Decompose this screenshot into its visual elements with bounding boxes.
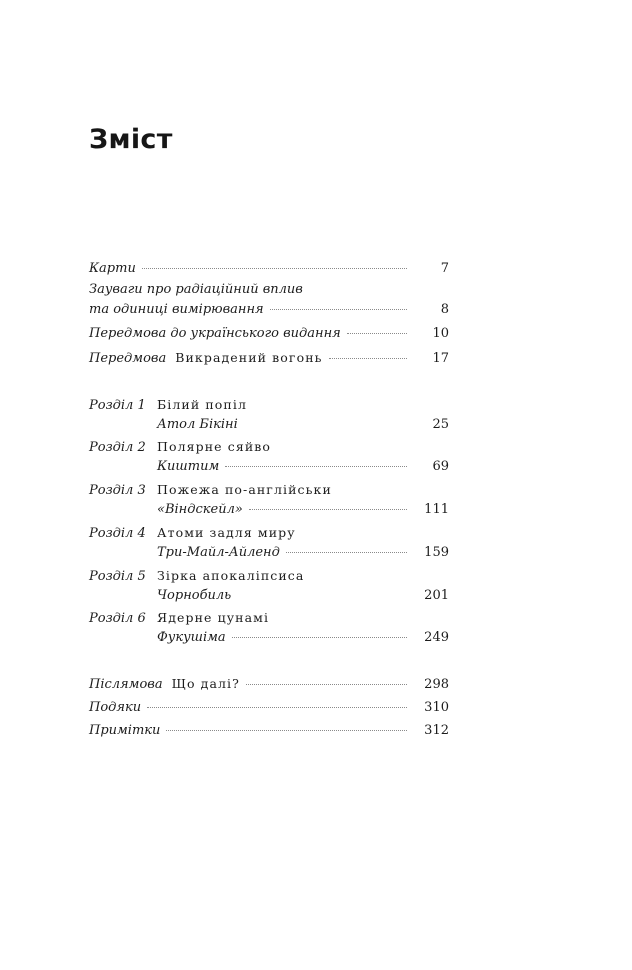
leader-dots xyxy=(166,729,407,731)
toc-chapter-5-place[interactable] xyxy=(89,586,449,606)
chapter-title: Пожежа по-англійськи xyxy=(157,482,332,497)
toc-entry-label-group xyxy=(89,674,240,695)
toc-entry-label: Передмова до українського видання xyxy=(89,326,341,341)
toc-entry-radiation-notes-line1[interactable] xyxy=(89,280,449,300)
toc-entry-label: Подяки xyxy=(89,700,142,715)
chapter-title: Ядерне цунамі xyxy=(157,610,270,625)
toc-entry-afterword[interactable] xyxy=(89,674,449,694)
toc-chapter-3-place[interactable] xyxy=(89,500,449,520)
toc-chapter-1-title[interactable] xyxy=(89,395,449,415)
toc-page-number: 310 xyxy=(424,700,449,715)
toc-chapter-2-title[interactable] xyxy=(89,437,449,457)
chapter-place: Три-Майл-Айленд xyxy=(157,545,280,560)
toc-page-number: 25 xyxy=(432,417,449,432)
toc-entry-subtitle: Що далі? xyxy=(171,676,240,691)
leader-dots xyxy=(347,332,407,334)
page-title: Зміст xyxy=(89,124,173,155)
toc-chapter-3-title[interactable] xyxy=(89,480,449,500)
toc-page-number: 312 xyxy=(424,723,449,738)
chapter-place: Атол Бікіні xyxy=(157,417,238,432)
toc-entry-label: Передмова xyxy=(89,351,167,366)
chapter-title: Атоми задля миру xyxy=(157,525,296,540)
toc-chapter-5-title[interactable] xyxy=(89,566,449,586)
leader-dots xyxy=(286,551,407,553)
toc-chapter-6-place[interactable] xyxy=(89,628,449,648)
toc-chapter-4-title[interactable] xyxy=(89,523,449,543)
toc-entry-notes[interactable] xyxy=(89,721,449,741)
chapter-label: Розділ 4 xyxy=(89,526,146,541)
leader-dots xyxy=(329,357,407,359)
toc-page-number: 111 xyxy=(424,502,449,517)
chapter-place: Фукушіма xyxy=(157,630,226,645)
toc-entry-radiation-notes-line2[interactable] xyxy=(89,300,449,320)
leader-dots xyxy=(232,636,407,638)
chapter-label: Розділ 1 xyxy=(89,398,146,413)
toc-page-number: 10 xyxy=(432,326,449,341)
toc-chapter-2-place[interactable] xyxy=(89,457,449,477)
toc-page-number: 159 xyxy=(424,545,449,560)
toc-entry-acknowledgements[interactable] xyxy=(89,698,449,718)
chapter-label: Розділ 6 xyxy=(89,611,146,626)
chapter-place: Киштим xyxy=(157,459,220,474)
chapter-label: Розділ 2 xyxy=(89,440,146,455)
toc-chapter-1-place[interactable] xyxy=(89,415,449,435)
leader-dots xyxy=(225,465,407,467)
chapter-title: Білий попіл xyxy=(157,397,247,412)
toc-entry-subtitle: Викрадений вогонь xyxy=(175,350,323,365)
toc-page-number: 8 xyxy=(440,302,449,317)
chapter-title: Зірка апокаліпсиса xyxy=(157,568,305,583)
toc-page-number: 201 xyxy=(424,588,449,603)
leader-dots xyxy=(246,683,407,685)
toc-entry-ukrainian-preface[interactable] xyxy=(89,324,449,344)
leader-dots xyxy=(147,706,407,708)
toc-entry-label: Зауваги про радіаційний вплив xyxy=(89,282,303,297)
leader-dots xyxy=(142,267,407,269)
toc-entry-label: Карти xyxy=(89,261,136,276)
toc-chapter-6-title[interactable] xyxy=(89,608,449,628)
toc-entry-label-group xyxy=(89,348,323,369)
toc-entry-label: Післямова xyxy=(89,677,163,692)
toc-page-number: 7 xyxy=(440,261,449,276)
leader-dots xyxy=(249,508,407,510)
chapter-place: «Віндскейл» xyxy=(157,502,243,517)
toc-entry-label: та одиниці вимірювання xyxy=(89,302,264,317)
chapter-label: Розділ 3 xyxy=(89,483,146,498)
chapter-label: Розділ 5 xyxy=(89,569,146,584)
toc-page-number: 69 xyxy=(432,459,449,474)
toc-chapter-4-place[interactable] xyxy=(89,543,449,563)
chapter-place: Чорнобиль xyxy=(157,588,232,603)
toc-entry-maps[interactable] xyxy=(89,259,449,279)
toc-page-number: 298 xyxy=(424,677,449,692)
toc-entry-preface[interactable] xyxy=(89,348,449,368)
toc-page-number: 17 xyxy=(432,351,449,366)
toc-entry-label: Примітки xyxy=(89,723,161,738)
chapter-title: Полярне сяйво xyxy=(157,439,272,454)
leader-dots xyxy=(270,308,407,310)
toc-page-number: 249 xyxy=(424,630,449,645)
